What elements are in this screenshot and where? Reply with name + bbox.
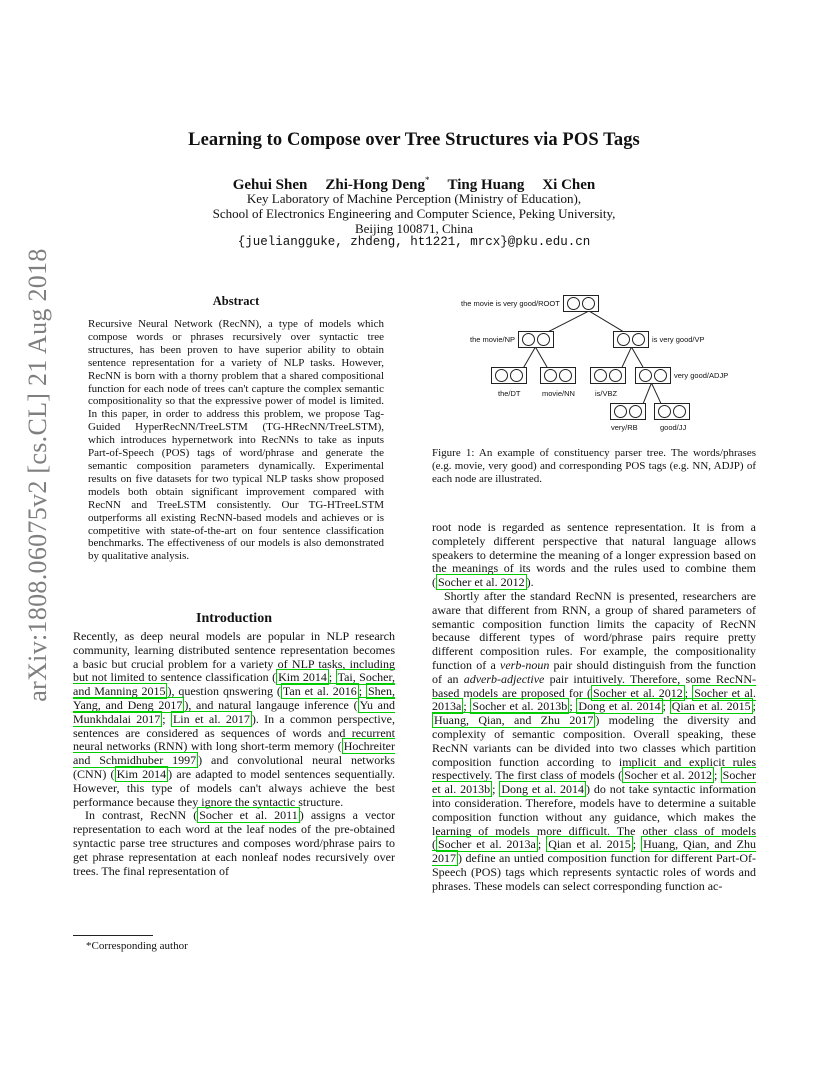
citation-link[interactable]: Lin et al. 2017 <box>172 711 250 726</box>
author-name: Ting Huang <box>447 177 525 193</box>
emphasis: adverb-adjective <box>463 671 545 686</box>
node-label: very/RB <box>611 423 638 432</box>
node-vector <box>540 367 576 384</box>
tree-node-vbz <box>590 366 626 384</box>
tree-node-nn <box>540 366 576 384</box>
citation-link[interactable]: Dong et al. 2014 <box>578 699 661 714</box>
citation-link[interactable]: Kim 2014 <box>278 670 327 685</box>
emphasis: verb-noun <box>500 657 550 672</box>
node-label: the movie is very good/ROOT <box>461 298 560 308</box>
paragraph: root node is regarded as sentence representation. It is from a completely different perspective that natural language allows speakers to determine the meaning of a longer expression based on the meanings of its words and the rules used to combine them ( Socher et al. 2012 ). <box>432 520 756 590</box>
node-label: is very good/VP <box>652 334 705 344</box>
citation-link[interactable]: Socher et al. 2012 <box>624 768 712 783</box>
citation-link[interactable]: Socher et al. 2012 <box>438 575 525 590</box>
paragraph: Recently, as deep neural models are popular in NLP research community, learning distributed sentence representation becomes a basic but crucial problem for a variety of NLP tasks, including but not limited to sentence classification ( Kim 2014 ; Tai, Socher, and Manning 2015 ), question qnswering ( Tan et al. 2016 ; Shen, Yang, and Deng 2017 ), and natural langauge inference ( Yu and Munkhdalai 2017 ; Lin et al. 2017 ). In a common perspective, sentences are considered as sequences of words and recurrent neural networks (RNN) with long short-term memory ( Hochreiter and Schmidhuber 1997 ) and convolutional neural networks (CNN) ( Kim 2014 ) are adapted to model sentences sequentially. However, this type of models can't always achieve the best performance because they ignore the syntactic structure. <box>73 629 396 809</box>
node-label: the movie/NP <box>470 334 516 344</box>
node-label: movie/NN <box>542 389 575 398</box>
citation-link[interactable]: Dong et al. 2014 <box>501 782 584 797</box>
affiliation-line: Beijing 100871, China <box>354 221 474 236</box>
corresponding-mark: * <box>424 175 430 185</box>
footnote-rule <box>73 935 153 936</box>
citation-link[interactable]: Huang, Qian, and Zhu 2017 <box>432 837 756 866</box>
node-label: good/JJ <box>660 423 687 432</box>
author-name: Xi Chen <box>542 177 596 193</box>
tree-node-np <box>470 330 554 348</box>
node-vector <box>635 367 671 384</box>
citation-link[interactable]: Huang, Qian, and Zhu 2017 <box>434 713 594 728</box>
figure-caption: Figure 1: An example of constituency parser tree. The words/phrases (e.g. movie, very good) and corresponding POS tags (e.g. NN, ADJP) of each node are illustrated. <box>432 447 756 485</box>
introduction-body <box>73 630 395 878</box>
citation-link[interactable]: Socher et al. 2013b <box>432 768 756 797</box>
abstract-heading: Abstract <box>212 294 260 308</box>
citation-link[interactable]: Socher et al. 2013b <box>472 699 568 714</box>
node-vector <box>613 331 649 348</box>
tree-node-dt <box>491 366 527 384</box>
node-label: the/DT <box>498 389 521 398</box>
node-label: very good/ADJP <box>674 370 729 380</box>
affiliation-line: Key Laboratory of Machine Perception (Ministry of Education), <box>246 191 582 206</box>
citation-link[interactable]: Socher et al. 2013a <box>432 685 756 714</box>
citation-link[interactable]: Kim 2014 <box>116 766 167 781</box>
paper-title: Learning to Compose over Tree Structures via POS Tags <box>188 130 640 150</box>
node-vector <box>654 403 690 420</box>
node-vector <box>518 331 554 348</box>
tree-node-adjp <box>635 366 728 384</box>
tree-node-jj <box>654 402 690 420</box>
citation-link[interactable]: Tan et al. 2016 <box>282 684 357 699</box>
arxiv-identifier: arXiv:1808.06075v2 [cs.CL] 21 Aug 2018 <box>23 248 52 702</box>
author-name: Gehui Shen <box>232 177 308 193</box>
author-emails: {jueliangguke, zhdeng, ht1221, mrcx}@pku.edu.cn <box>237 235 591 249</box>
author-name: Zhi-Hong Deng* <box>325 175 430 193</box>
citation-link[interactable]: Socher et al. 2013a <box>438 837 536 852</box>
tree-node-rb <box>610 402 646 420</box>
citation-link[interactable]: Tai, Socher, and Manning 2015 <box>73 670 395 699</box>
paragraph: Shortly after the standard RecNN is presented, researchers are aware that different from RNN, a group of shared parameters of semantic composition function limits the capacity of RecNN because different types of word/phrase pairs require pretty different composition rules. For example, the compositionality function of a verb-noun pair should distinguish from the function of an adverb-adjective pair intuitively. Therefore, some RecNN-based models are proposed for ( Socher et al. 2012 ; Socher et al. 2013a ; Socher et al. 2013b ; Dong et al. 2014 ; Qian et al. 2015 ; Huang, Qian, and Zhu 2017 ) modeling the diversity and complexity of semantic composition. Overall speaking, these RecNN variants can be divided into two classes which partition composition function according to implicit and explicit rules respectively. The first class of models ( Socher et al. 2012 ; Socher et al. 2013b ; Dong et al. 2014 ) do not take syntactic information into consideration. Therefore, models have to determine a suitable composition function without any guidance, which makes the learning of models more difficult. The other class of models ( Socher et al. 2013a ; Qian et al. 2015 ; Huang, Qian, and Zhu 2017 ) define an untied composition function for different Part-Of-Speech (POS) tags which represents syntactic roles of words and phrases. These models can select corresponding function ac- <box>432 588 757 893</box>
footnote: *Corresponding author <box>86 940 188 952</box>
tree-node-vp <box>613 330 705 348</box>
tree-node-root <box>461 294 599 312</box>
figure-tree <box>432 290 756 435</box>
paragraph: In contrast, RecNN ( Socher et al. 2011 ) assigns a vector representation to each word at the leaf nodes of the pre-obtained syntactic parse tree structures and composes word/phrase pairs to get phrase representation at each nonleaf nodes recursively over trees. The final representation of <box>73 808 395 878</box>
abstract-body: Recursive Neural Network (RecNN), a type of models which compose words or phrases recursively over syntactic tree structures, has been proven to have superior ability to obtain sentence representation for a variety of NLP tasks. However, RecNN is born with a thorny problem that a shared compositional function for each node of trees can't capture the complex semantic compositionality so that the expressive power of model is limited. In this paper, in order to address this problem, we propose Tag-Guided HyperRecNN/TreeLSTM (TG-HRecNN/TreeLSTM), which introduces hypernetwork into RecNNs to take as inputs Part-of-Speech (POS) tags of word/phrase and generate the semantic composition parameters dynamically. Experimental results on five datasets for two typical NLP tasks show proposed models both obtain significant improvement compared with RecNN and TreeLSTM consistently. Our TG-HTreeLSTM outperforms all existing RecNN-based models and achieves or is competitive with state-of-the-art on four sentence classification benchmarks. The effectiveness of our models is also demonstrated by qualitative analysis. <box>88 318 384 563</box>
citation-link[interactable]: Hochreiter and Schmidhuber 1997 <box>73 739 395 768</box>
node-vector <box>491 367 527 384</box>
citation-link[interactable]: Qian et al. 2015 <box>671 699 751 714</box>
node-vector <box>590 367 626 384</box>
introduction-heading: Introduction <box>196 611 272 626</box>
right-column-body <box>432 521 756 894</box>
citation-link[interactable]: Yu and Munkhdalai 2017 <box>73 697 396 726</box>
citation-link[interactable]: Socher et al. 2012 <box>592 685 683 700</box>
citation-link[interactable]: Shen, Yang, and Deng 2017 <box>73 684 395 712</box>
affiliation-line: School of Electronics Engineering and Computer Science, Peking University, <box>212 206 616 221</box>
citation-link[interactable]: Qian et al. 2015 <box>548 837 631 852</box>
node-label: is/VBZ <box>595 389 618 398</box>
node-vector <box>610 403 646 420</box>
node-vector <box>563 295 599 312</box>
citation-link[interactable]: Socher et al. 2011 <box>199 808 298 823</box>
